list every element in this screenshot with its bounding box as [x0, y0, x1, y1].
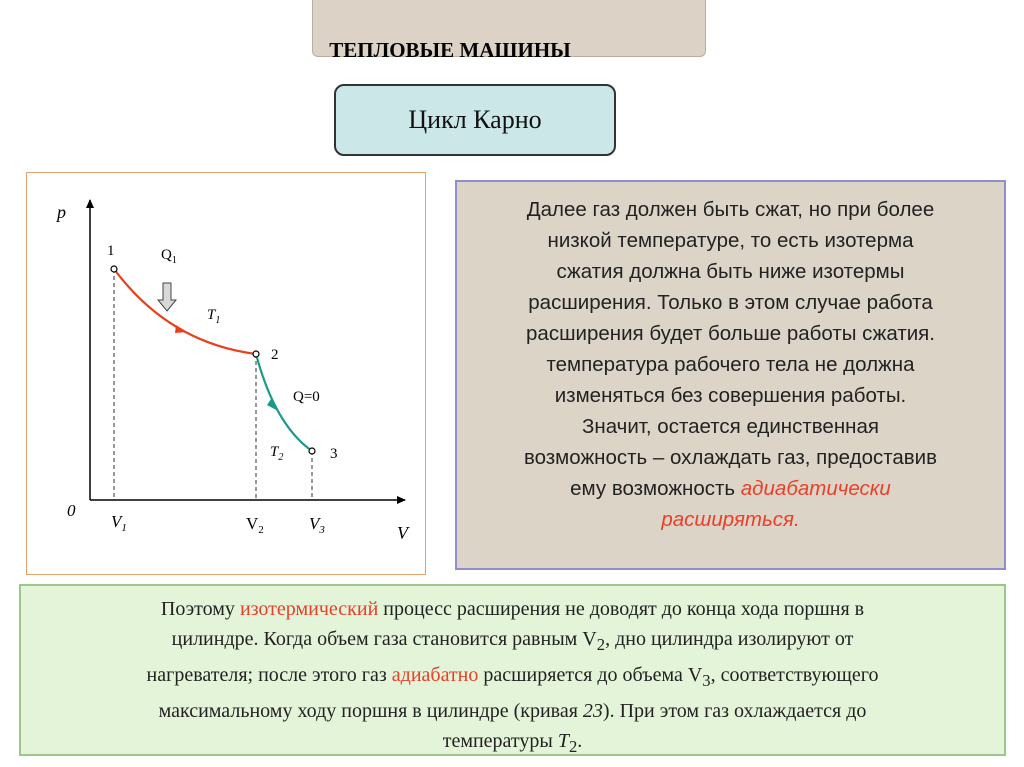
volume-label-v2: $V_2$: [246, 514, 264, 536]
summary-text: цилиндре. Когда объем газа становится равным V: [171, 628, 597, 650]
state-point-1: [111, 266, 117, 272]
summary-text: температуры: [442, 730, 558, 752]
panel-text: ему возможность: [570, 477, 741, 500]
summary-text: процесс расширения не доводят до конца хода поршня в: [378, 598, 865, 620]
summary-italic: 23: [582, 700, 603, 722]
isotherm-arrow: [175, 325, 187, 333]
panel-line: расширения. Только в этом случае работа: [528, 291, 933, 314]
panel-line: сжатия должна быть ниже изотермы: [556, 260, 905, 283]
volume-label-v1: $V_1$: [111, 512, 127, 534]
summary-text: расширяется до объема V: [478, 664, 703, 686]
axis-label-v: V: [397, 523, 408, 543]
temp-label-t2: $T_2$: [270, 444, 284, 463]
cycle-title: Цикл Карно: [408, 105, 542, 134]
heat-in-label: $Q_1$: [161, 247, 177, 266]
summary-italic: T: [557, 730, 569, 752]
state-point-3: [309, 448, 315, 454]
point-label-3: 3: [330, 446, 338, 462]
heat-input-arrow: [158, 283, 176, 311]
summary-highlight: изотермический: [239, 598, 379, 620]
page-title: ТЕПЛОВЫЕ МАШИНЫ: [329, 38, 571, 62]
summary-text: Поэтому: [160, 598, 240, 620]
summary-text: нагревателя; после этого газ: [146, 664, 392, 686]
axis-label-p: p: [57, 202, 66, 222]
summary-highlight: адиабатно: [391, 664, 479, 686]
panel-line: изменяться без совершения работы.: [554, 384, 907, 407]
panel-highlight: расширяться.: [661, 508, 800, 531]
explanation-panel: [455, 180, 1006, 570]
summary-line: [39, 726, 986, 762]
summary-subscript: 3: [702, 671, 711, 690]
adiabatic-label: Q=0: [293, 389, 320, 405]
pv-diagram-svg: [27, 173, 427, 576]
summary-line: [39, 660, 986, 696]
panel-highlight: адиабатически: [740, 477, 891, 500]
pv-diagram: [26, 172, 426, 575]
point-label-1: 1: [107, 243, 115, 259]
state-point-2: [253, 351, 259, 357]
summary-subscript: 2: [596, 635, 606, 654]
panel-line: [467, 473, 994, 504]
summary-panel: [19, 584, 1006, 756]
summary-text: , дно цилиндра изолируют от: [605, 628, 854, 650]
panel-line: Далее газ должен быть сжат, но при более: [526, 198, 935, 221]
summary-line: [39, 696, 986, 726]
summary-line: [39, 594, 986, 624]
panel-line: расширения будет больше работы сжатия.: [526, 322, 935, 345]
cycle-title-box: [334, 84, 616, 156]
volume-label-v3: $V_3$: [309, 514, 325, 536]
temp-label-t1: $T_1$: [207, 307, 221, 326]
panel-line: температура рабочего тела не должна: [546, 353, 915, 376]
summary-text: максимальному ходу поршня в цилиндре (кривая: [158, 700, 583, 722]
panel-line: Значит, остается единственная: [582, 415, 879, 438]
summary-line: [39, 624, 986, 660]
panel-line: возможность – охлаждать газ, предоставив: [523, 446, 938, 469]
panel-line: низкой температуре, то есть изотерма: [547, 229, 914, 252]
summary-subscript: 2: [568, 737, 578, 756]
summary-text: , соответствующего: [710, 664, 879, 686]
summary-text: ). При этом газ охлаждается до: [602, 700, 867, 722]
summary-text: .: [577, 730, 583, 752]
isotherm-curve-1-2: [114, 269, 256, 354]
point-label-2: 2: [271, 347, 279, 363]
origin-label: 0: [67, 501, 76, 520]
